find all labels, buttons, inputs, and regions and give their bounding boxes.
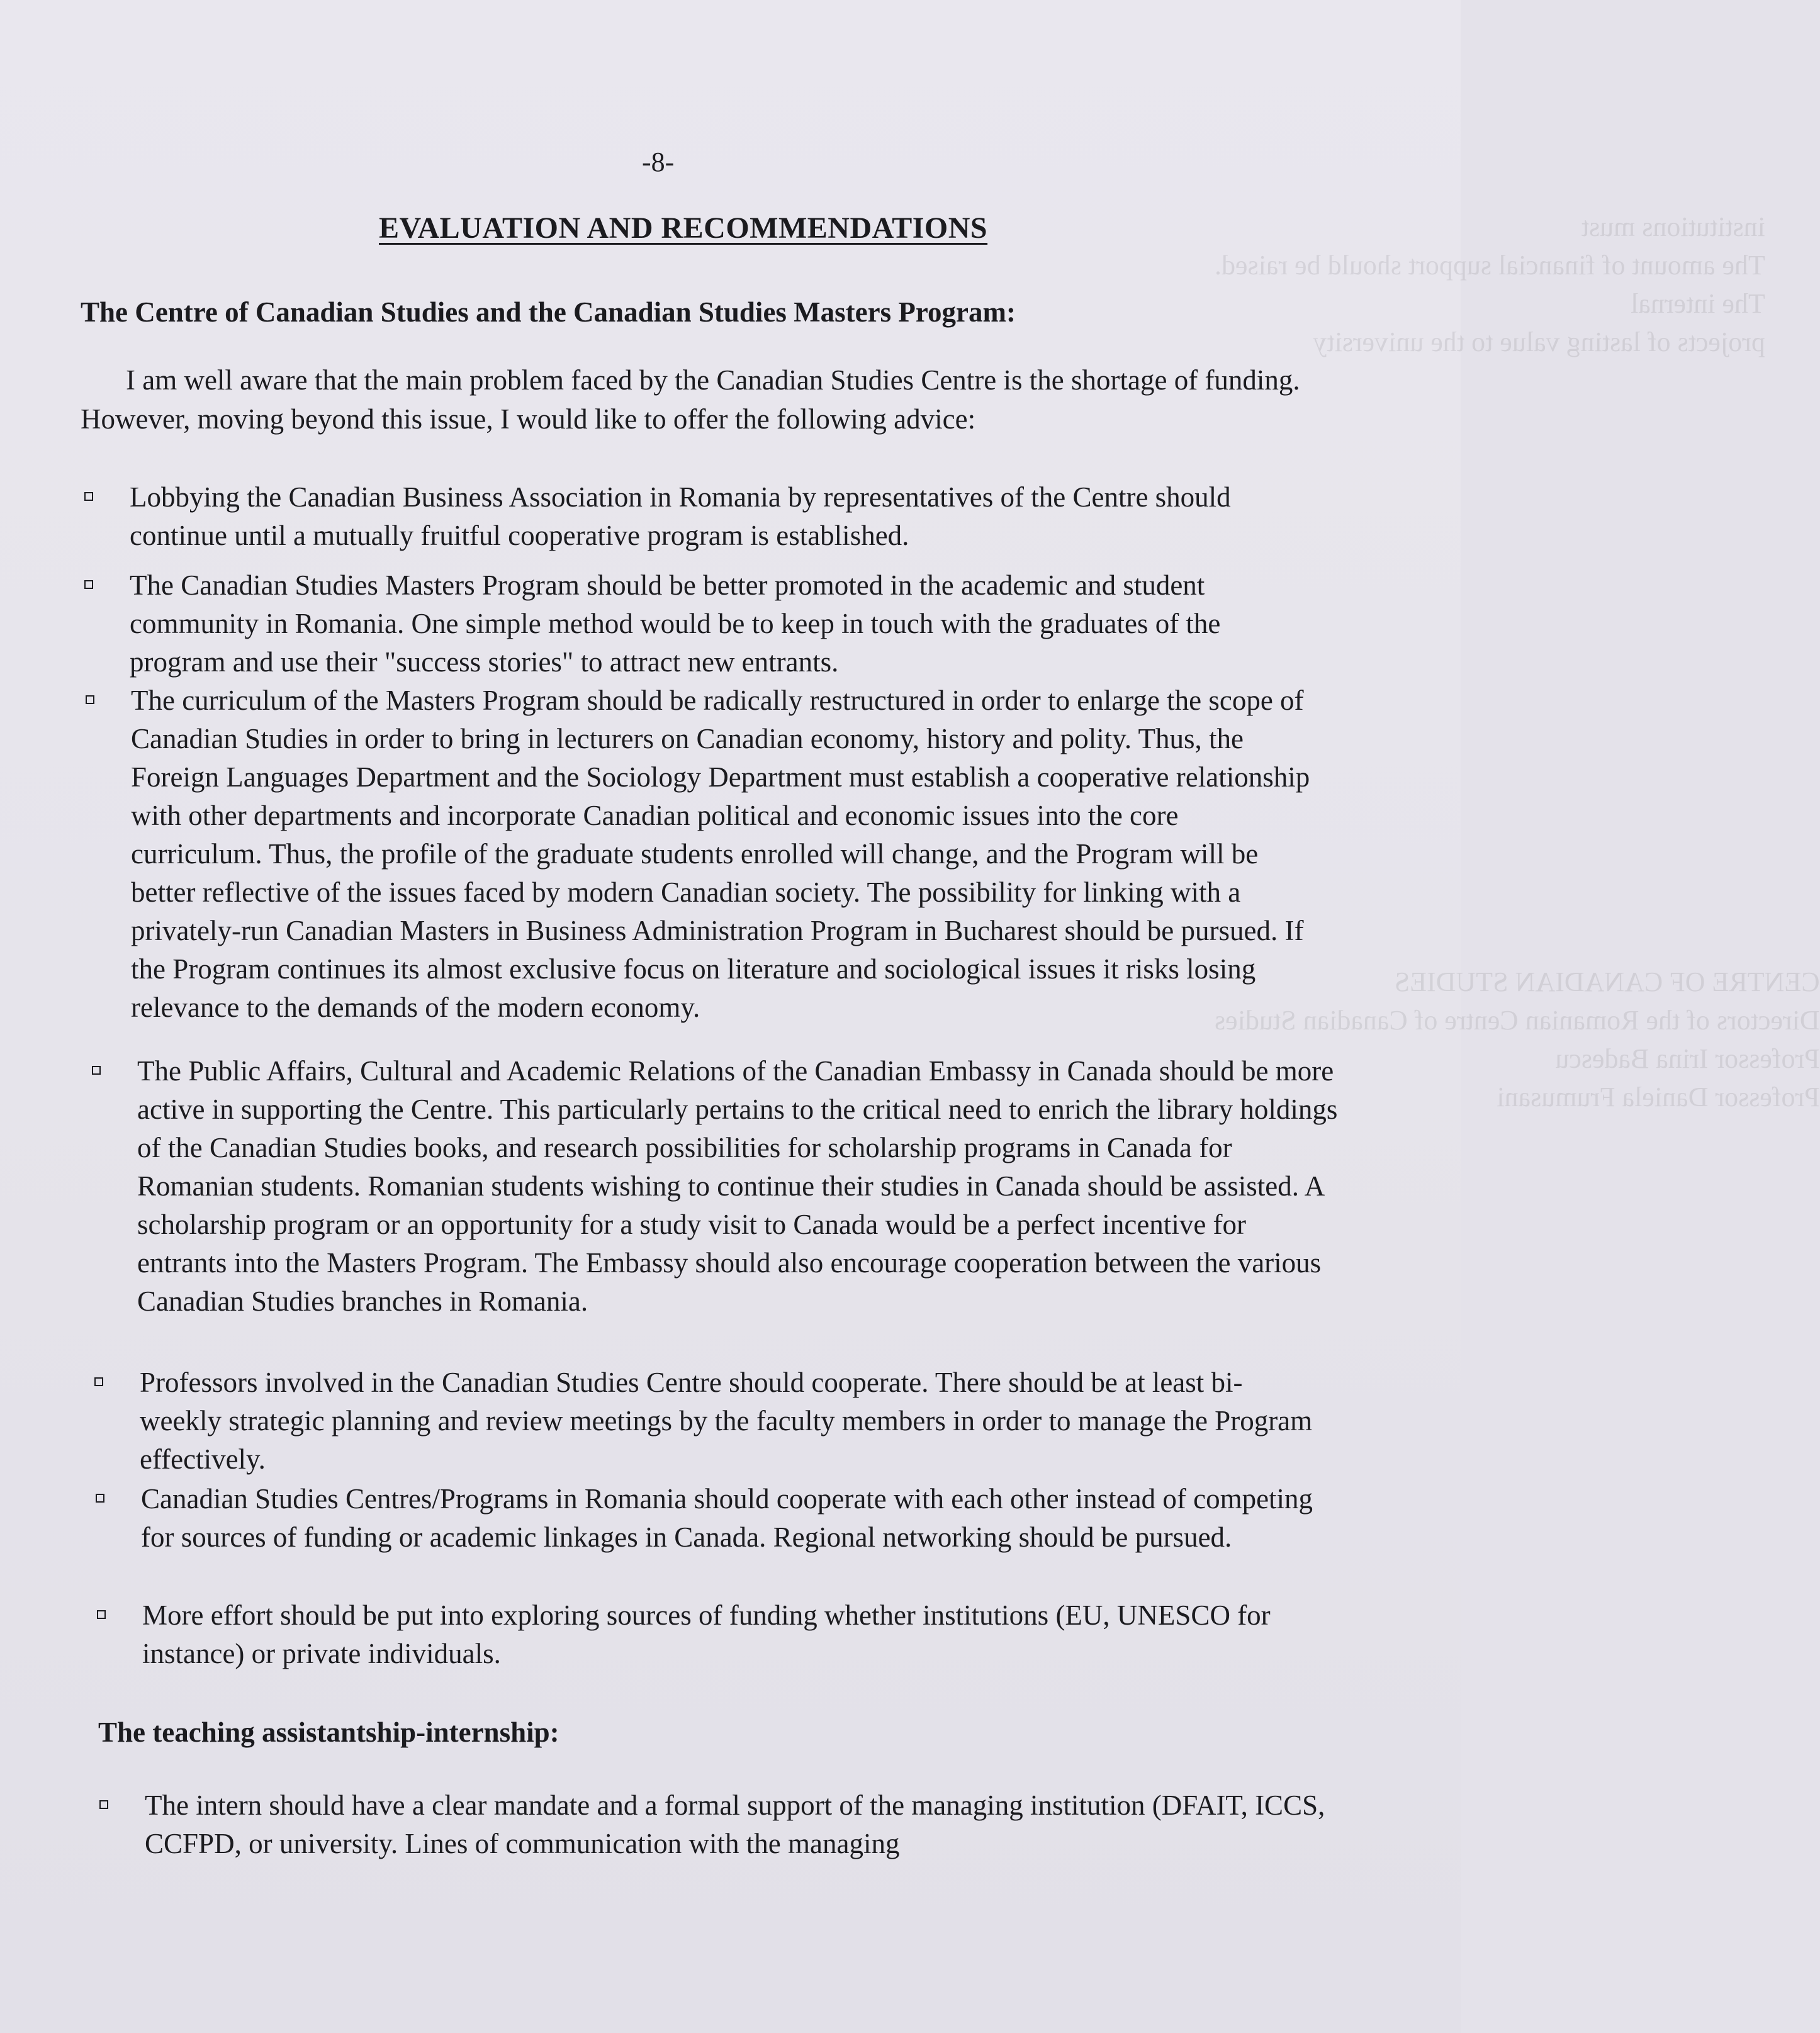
bleed-through-line: projects of lasting value to the university [1313, 327, 1765, 357]
checkbox-bullet-icon [86, 695, 94, 704]
list-item [141, 1480, 1324, 1557]
list-item-text: The Public Affairs, Cultural and Academic Relations of the Canadian Embassy in Canada should be more active in supporting the Centre. This particularly pertains to the critical need to enrich the library holdings of the Canadian Studies books, and research possibilities for scholarship programs in Canada for Romanian students. Romanian students wishing to continue their studies in Canada should be assisted. A scholarship program or an opportunity for a study visit to Canada would be a perfect incentive for entrants into the Masters Program. The Embassy should also encourage cooperation between the various Canadian Studies branches in Romania. [137, 1055, 1338, 1317]
bleed-through-line: Professor Irina Badescu [1555, 1043, 1820, 1074]
checkbox-bullet-icon [84, 580, 93, 589]
section-heading-teaching-assistantship: The teaching assistantship-internship: [98, 1717, 559, 1748]
list-item [140, 1364, 1323, 1479]
intro-paragraph: I am well aware that the main problem faced by the Canadian Studies Centre is the shortage of funding. However, moving beyond this issue, I would like to offer the following advice: [81, 364, 1300, 435]
list-item-text: The Canadian Studies Masters Program should be better promoted in the academic and student community in Romania. One simple method would be to keep in touch with the graduates of the program and use their "success stories" to attract new entrants. [130, 569, 1221, 678]
list-item-text: Canadian Studies Centres/Programs in Romania should cooperate with each other instead of competing for sources of funding or academic linkages in Canada. Regional networking should be pursued. [141, 1483, 1313, 1553]
bleed-through-line: CENTRE OF CANADIAN STUDIES [1394, 966, 1820, 997]
list-item-text: The curriculum of the Masters Program should be radically restructured in order to enlarge the scope of Canadian Studies in order to bring in lecturers on Canadian economy, history and polity. Thus, the Foreign Languages Department and the Sociology Department must establish a cooperative relationship with other departments and incorporate Canadian political and economic issues into the core curriculum. Thus, the profile of the graduate students enrolled will change, and the Program will be better reflective of the issues faced by modern Canadian society. The possibility for linking with a privately-run Canadian Masters in Business Administration Program in Bucharest should be pursued. If the Program continues its almost exclusive focus on literature and sociological issues it risks losing relevance to the demands of the modern economy. [131, 685, 1310, 1023]
checkbox-bullet-icon [84, 492, 93, 501]
list-item [130, 478, 1313, 555]
bleed-through-line: The amount of financial support should be raised. [1215, 250, 1765, 281]
list-item [145, 1786, 1328, 1863]
bleed-through-text-top [1215, 208, 1765, 361]
checkbox-bullet-icon [99, 1800, 108, 1809]
list-item-text: The intern should have a clear mandate and a formal support of the managing institution (DFAIT, ICCS, CCFPD, or university. Lines of communication with the managing [145, 1789, 1325, 1859]
list-item [130, 566, 1313, 681]
page-number: -8- [642, 147, 675, 177]
section-heading-canadian-studies: The Centre of Canadian Studies and the Canadian Studies Masters Program: [81, 296, 1016, 328]
list-item [137, 1052, 1339, 1321]
list-item [142, 1596, 1325, 1673]
list-item-text: Professors involved in the Canadian Studies Centre should cooperate. There should be at least bi-weekly strategic planning and review meetings by the faculty members in order to manage the Program effectively. [140, 1367, 1313, 1475]
bleed-through-line: Professor Daniela Frumusani [1497, 1082, 1820, 1112]
list-item-text: More effort should be put into exploring sources of funding whether institutions (EU, UNESCO for instance) or private individuals. [142, 1599, 1271, 1669]
checkbox-bullet-icon [96, 1494, 104, 1503]
list-item-text: Lobbying the Canadian Business Association in Romania by representatives of the Centre should continue until a mutually fruitful cooperative program is established. [130, 481, 1231, 551]
bleed-through-line: Directors of the Romanian Centre of Canadian Studies [1215, 1005, 1820, 1036]
page-title: EVALUATION AND RECOMMENDATIONS [379, 211, 988, 245]
bleed-through-line: institutions must [1581, 211, 1765, 242]
list-item [131, 681, 1314, 1027]
checkbox-bullet-icon [97, 1610, 106, 1619]
bleed-through-line: The internal [1631, 288, 1765, 319]
checkbox-bullet-icon [94, 1377, 103, 1386]
checkbox-bullet-icon [92, 1066, 101, 1075]
